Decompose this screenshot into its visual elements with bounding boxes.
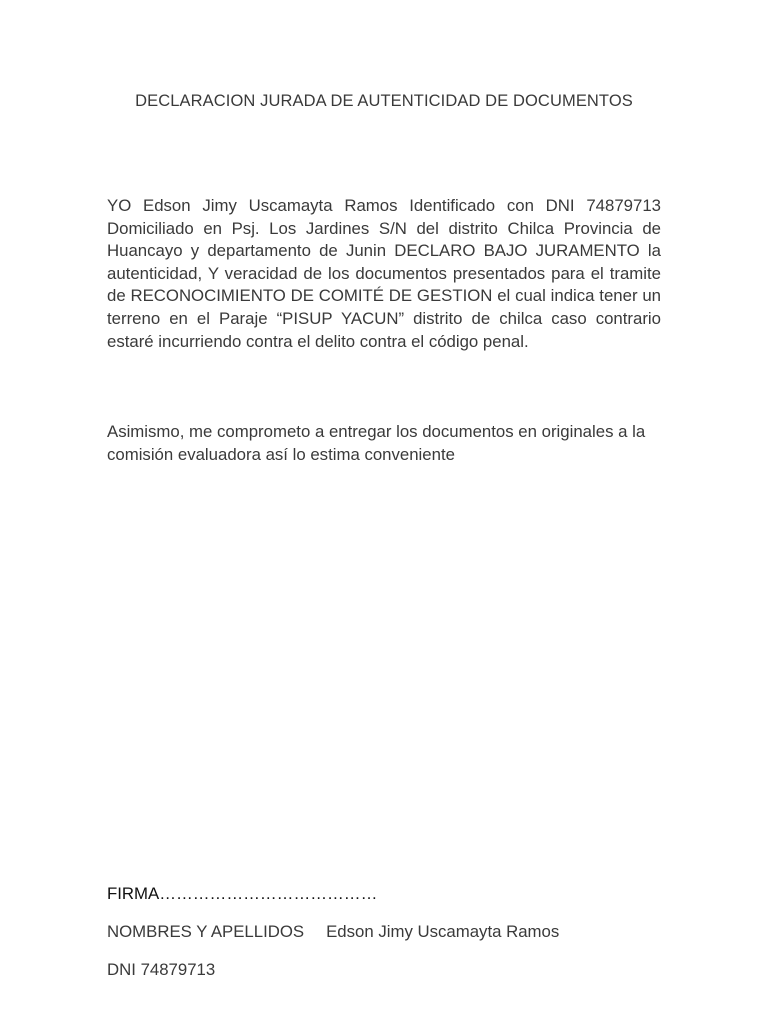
names-label: NOMBRES Y APELLIDOS [107,922,305,941]
dni-line: DNI 74879713 [107,960,216,979]
names-row [107,922,559,942]
commitment-paragraph: Asimismo, me comprometo a entregar los documentos en originales a la comisión evaluadora así lo estima conveniente [107,422,646,464]
names-value: Edson Jimy Uscamayta Ramos [326,922,560,941]
document-title: DECLARACION JURADA DE AUTENTICIDAD DE DOCUMENTOS [135,92,633,110]
signature-line: FIRMA………………………………… [107,884,378,903]
declaration-paragraph: YO Edson Jimy Uscamayta Ramos Identificado con DNI 74879713 Domiciliado en Psj. Los Jardines S/N del distrito Chilca Provincia de Huancayo y departamento de Junin DECLARO BAJO JURAMENTO la autenticidad, Y veracidad de los documentos presentados para el tramite de RECONOCIMIENTO DE COMITÉ DE GESTION el cual indica tener un terreno en el Paraje “PISUP YACUN” distrito de chilca caso contrario estaré incurriendo contra el delito contra el código penal. [107,196,661,351]
